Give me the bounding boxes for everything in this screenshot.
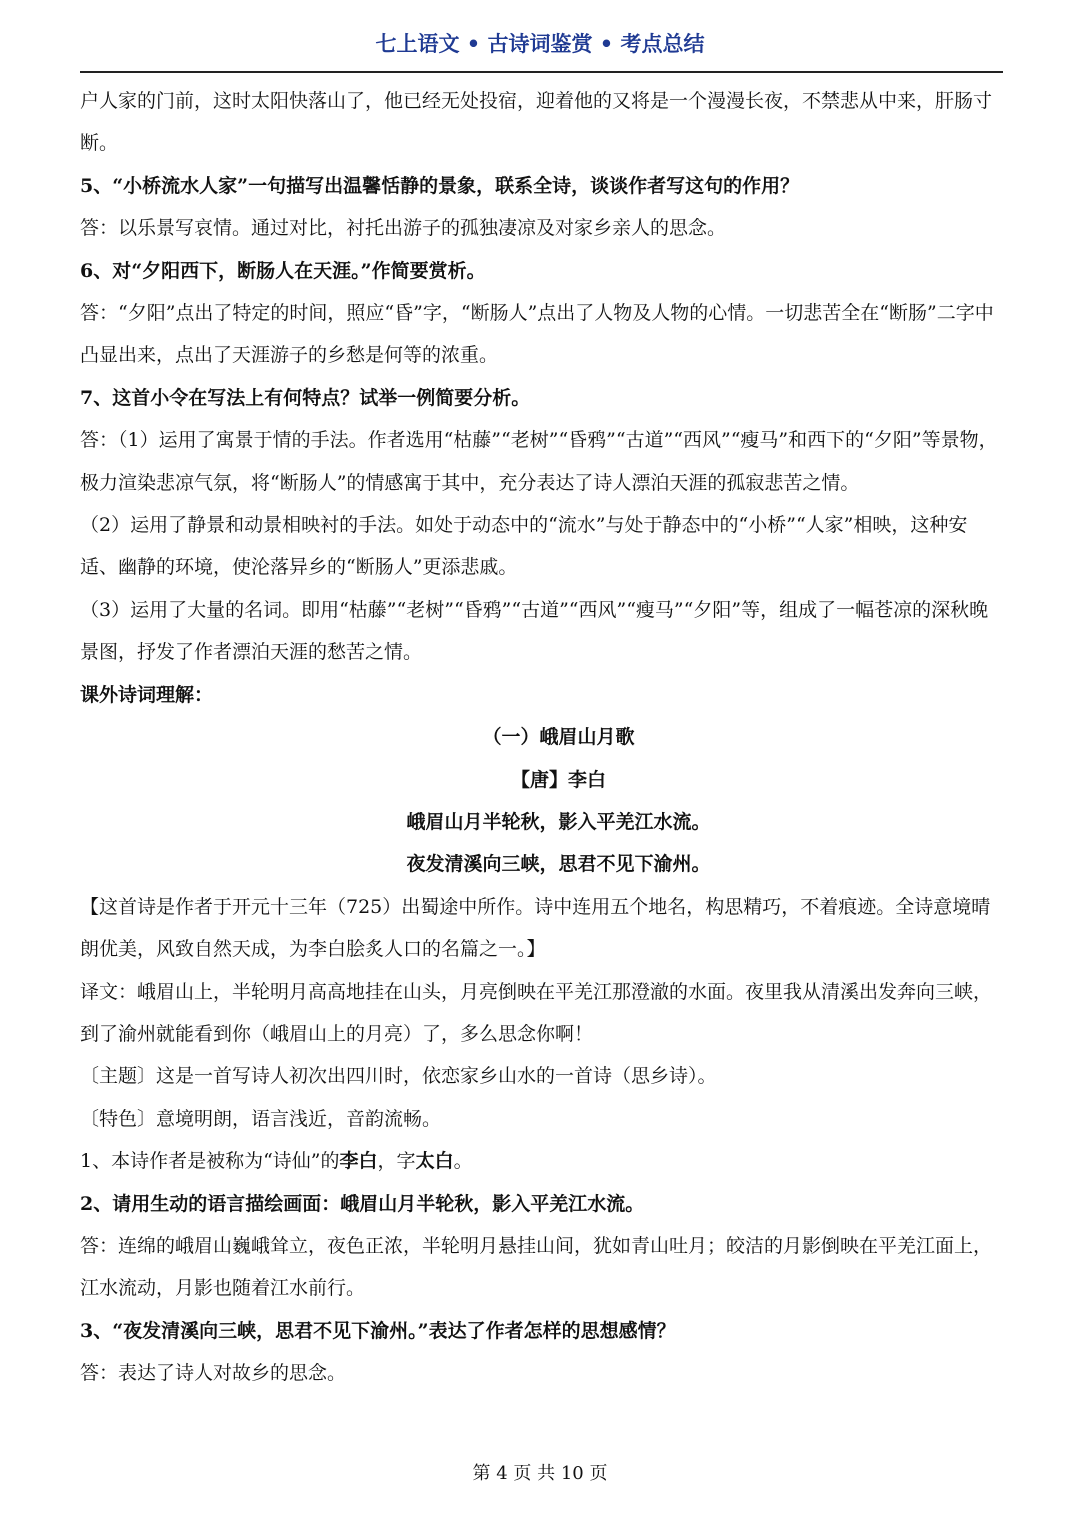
poem-note: 【这首诗是作者于开元十三年（725）出蜀途中所作。诗中连用五个地名，构思精巧，不着痕迹。全诗意境晴朗优美，风致自然天成，为李白脍炙人口的名篇之一。】 — [80, 895, 991, 961]
poem-author: 【唐】李白 — [510, 768, 606, 791]
question-2: 2、请用生动的语言描绘画面：峨眉山月半轮秋，影入平羌江水流。 — [80, 1192, 645, 1215]
question-6: 6、对“夕阳西下，断肠人在天涯。”作简要赏析。 — [80, 259, 486, 282]
question-1-prefix: 1、本诗作者是被称为“诗仙”的 — [80, 1150, 340, 1173]
question-1 — [80, 1140, 1005, 1182]
author-courtesy-name: 太白 — [415, 1150, 454, 1173]
poem-line-1: 峨眉山月半轮秋，影入平羌江水流。 — [406, 810, 711, 833]
answer-5: 答：以乐景写哀情。通过对比，衬托出游子的孤独凄凉及对家乡亲人的思念。 — [80, 217, 727, 240]
answer-7-part-1: 答：（1）运用了寓景于情的手法。作者选用“枯藤”“老树”“昏鸦”“古道”“西风”“瘦马”和西下的“夕阳”等景物，极力渲染悲凉气氛，将“断肠人”的情感寓于其中，充分表达了诗人漂泊天涯的孤寂悲苦之情。 — [80, 429, 998, 494]
answer-3: 答：表达了诗人对故乡的思念。 — [80, 1362, 347, 1385]
question-3: 3、“夜发清溪向三峡，思君不见下渝州。”表达了作者怎样的思想感情？ — [80, 1319, 676, 1342]
poem-title: （一）峨眉山月歌 — [482, 726, 635, 749]
page-header-title: 七上语文 • 古诗词鉴赏 • 考点总结 — [375, 32, 705, 56]
author-name: 李白 — [339, 1150, 378, 1173]
paragraph-continuation: 户人家的门前，这时太阳快落山了，他已经无处投宿，迎着他的又将是一个漫漫长夜，不禁悲从中来，肝肠寸断。 — [80, 90, 993, 155]
header-divider — [80, 71, 1003, 73]
page-content — [80, 80, 1005, 1395]
page-number: 第 4 页 共 10 页 — [472, 1463, 608, 1484]
question-5: 5、“小桥流水人家”一句描写出温馨恬静的景象，联系全诗，谈谈作者写这句的作用？ — [80, 174, 800, 197]
question-7: 7、这首小令在写法上有何特点？试举一例简要分析。 — [80, 386, 531, 409]
poem-feature: 〔特色〕意境明朗，语言浅近，音韵流畅。 — [80, 1107, 442, 1130]
question-1-mid: ，字 — [377, 1150, 416, 1173]
answer-6: 答：“夕阳”点出了特定的时间，照应“昏”字，“断肠人”点出了人物及人物的心情。一切悲苦全在“断肠”二字中凸显出来，点出了天涯游子的乡愁是何等的浓重。 — [80, 302, 994, 367]
answer-7-part-3: （3）运用了大量的名词。即用“枯藤”“老树”“昏鸦”“古道”“西风”“瘦马”“夕阳”等，组成了一幅苍凉的深秋晚景图，抒发了作者漂泊天涯的愁苦之情。 — [80, 598, 989, 664]
question-1-end: 。 — [453, 1150, 473, 1173]
poem-theme: 〔主题〕这是一首写诗人初次出四川时，依恋家乡山水的一首诗（思乡诗）。 — [80, 1065, 717, 1088]
answer-7-part-2: （2）运用了静景和动景相映衬的手法。如处于动态中的“流水”与处于静态中的“小桥”“人家”相映，这种安适、幽静的环境，使沦落异乡的“断肠人”更添悲戚。 — [80, 514, 968, 579]
section-heading: 课外诗词理解： — [80, 683, 214, 706]
answer-2: 答：连绵的峨眉山巍峨耸立，夜色正浓，半轮明月悬挂山间，犹如青山吐月；皎洁的月影倒映在平羌江面上，江水流动，月影也随着江水前行。 — [80, 1234, 993, 1300]
poem-line-2: 夜发清溪向三峡，思君不见下渝州。 — [406, 853, 711, 876]
poem-translation: 译文：峨眉山上，半轮明月高高地挂在山头，月亮倒映在平羌江那澄澈的水面。夜里我从清溪出发奔向三峡，到了渝州就能看到你（峨眉山上的月亮）了，多么思念你啊！ — [80, 980, 993, 1045]
